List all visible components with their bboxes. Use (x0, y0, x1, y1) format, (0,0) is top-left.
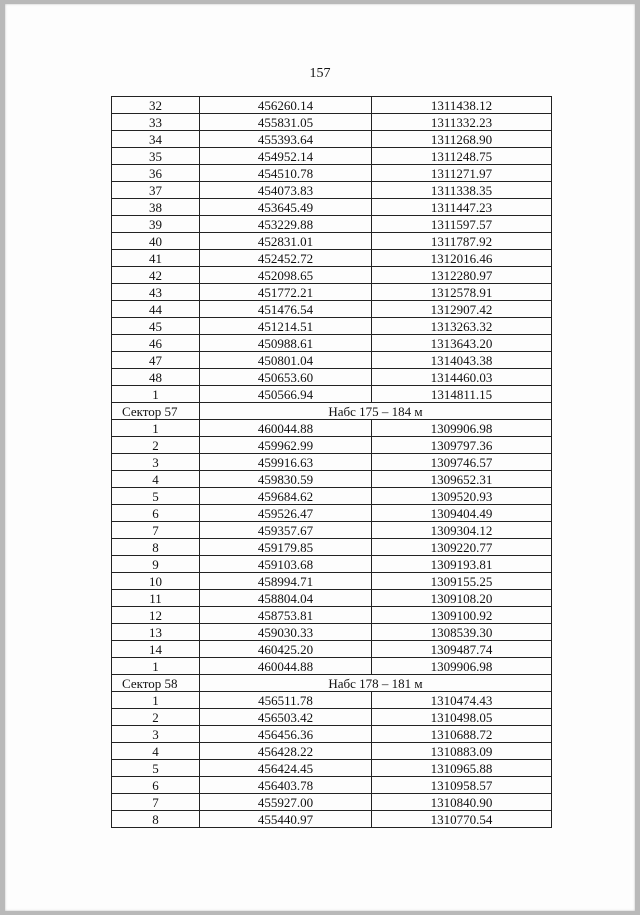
point-number-cell: 1 (112, 386, 200, 403)
y-coordinate-cell: 1310770.54 (372, 811, 552, 828)
x-coordinate-cell: 455831.05 (200, 114, 372, 131)
point-number-cell: 14 (112, 641, 200, 658)
y-coordinate-cell: 1313643.20 (372, 335, 552, 352)
x-coordinate-cell: 459103.68 (200, 556, 372, 573)
x-coordinate-cell: 458994.71 (200, 573, 372, 590)
y-coordinate-cell: 1311332.23 (372, 114, 552, 131)
table-row (112, 590, 552, 607)
table-row (112, 148, 552, 165)
table-row (112, 607, 552, 624)
y-coordinate-cell: 1312907.42 (372, 301, 552, 318)
y-coordinate-cell: 1310840.90 (372, 794, 552, 811)
x-coordinate-cell: 459357.67 (200, 522, 372, 539)
point-number-cell: 3 (112, 454, 200, 471)
table-row (112, 488, 552, 505)
point-number-cell: 48 (112, 369, 200, 386)
y-coordinate-cell: 1309193.81 (372, 556, 552, 573)
table-row (112, 352, 552, 369)
point-number-cell: 5 (112, 760, 200, 777)
x-coordinate-cell: 451214.51 (200, 318, 372, 335)
table-row (112, 335, 552, 352)
point-number-cell: 36 (112, 165, 200, 182)
point-number-cell: 4 (112, 743, 200, 760)
y-coordinate-cell: 1312280.97 (372, 267, 552, 284)
y-coordinate-cell: 1311438.12 (372, 97, 552, 114)
table-row (112, 386, 552, 403)
x-coordinate-cell: 459526.47 (200, 505, 372, 522)
coordinates-table (111, 96, 552, 828)
coordinates-table-body (112, 97, 552, 828)
table-row (112, 573, 552, 590)
x-coordinate-cell: 453645.49 (200, 199, 372, 216)
depth-range-label: Набс 178 – 181 м (200, 675, 552, 692)
y-coordinate-cell: 1312016.46 (372, 250, 552, 267)
table-row (112, 760, 552, 777)
table-row (112, 301, 552, 318)
x-coordinate-cell: 458804.04 (200, 590, 372, 607)
table-row (112, 267, 552, 284)
point-number-cell: 1 (112, 420, 200, 437)
table-row (112, 199, 552, 216)
x-coordinate-cell: 458753.81 (200, 607, 372, 624)
x-coordinate-cell: 456424.45 (200, 760, 372, 777)
y-coordinate-cell: 1314043.38 (372, 352, 552, 369)
x-coordinate-cell: 450653.60 (200, 369, 372, 386)
point-number-cell: 37 (112, 182, 200, 199)
y-coordinate-cell: 1313263.32 (372, 318, 552, 335)
point-number-cell: 6 (112, 777, 200, 794)
y-coordinate-cell: 1309404.49 (372, 505, 552, 522)
y-coordinate-cell: 1309797.36 (372, 437, 552, 454)
y-coordinate-cell: 1311787.92 (372, 233, 552, 250)
x-coordinate-cell: 450988.61 (200, 335, 372, 352)
point-number-cell: 44 (112, 301, 200, 318)
point-number-cell: 13 (112, 624, 200, 641)
y-coordinate-cell: 1309652.31 (372, 471, 552, 488)
point-number-cell: 1 (112, 658, 200, 675)
x-coordinate-cell: 460044.88 (200, 658, 372, 675)
table-row (112, 437, 552, 454)
x-coordinate-cell: 456260.14 (200, 97, 372, 114)
point-number-cell: 2 (112, 437, 200, 454)
depth-range-label: Набс 175 – 184 м (200, 403, 552, 420)
table-row (112, 692, 552, 709)
y-coordinate-cell: 1309520.93 (372, 488, 552, 505)
table-row (112, 726, 552, 743)
x-coordinate-cell: 452452.72 (200, 250, 372, 267)
x-coordinate-cell: 452098.65 (200, 267, 372, 284)
table-row (112, 641, 552, 658)
point-number-cell: 9 (112, 556, 200, 573)
point-number-cell: 6 (112, 505, 200, 522)
x-coordinate-cell: 456456.36 (200, 726, 372, 743)
table-row (112, 794, 552, 811)
page-number: 157 (309, 66, 331, 81)
x-coordinate-cell: 459830.59 (200, 471, 372, 488)
point-number-cell: 40 (112, 233, 200, 250)
point-number-cell: 7 (112, 522, 200, 539)
y-coordinate-cell: 1310498.05 (372, 709, 552, 726)
y-coordinate-cell: 1311268.90 (372, 131, 552, 148)
y-coordinate-cell: 1310958.57 (372, 777, 552, 794)
y-coordinate-cell: 1311338.35 (372, 182, 552, 199)
point-number-cell: 41 (112, 250, 200, 267)
x-coordinate-cell: 455440.97 (200, 811, 372, 828)
sector-header-row (112, 403, 552, 420)
table-row (112, 216, 552, 233)
x-coordinate-cell: 455927.00 (200, 794, 372, 811)
table-row (112, 182, 552, 199)
x-coordinate-cell: 459916.63 (200, 454, 372, 471)
y-coordinate-cell: 1311597.57 (372, 216, 552, 233)
y-coordinate-cell: 1309304.12 (372, 522, 552, 539)
point-number-cell: 38 (112, 199, 200, 216)
point-number-cell: 2 (112, 709, 200, 726)
table-row (112, 250, 552, 267)
point-number-cell: 4 (112, 471, 200, 488)
table-row (112, 369, 552, 386)
point-number-cell: 8 (112, 539, 200, 556)
table-row (112, 284, 552, 301)
x-coordinate-cell: 450801.04 (200, 352, 372, 369)
table-row (112, 539, 552, 556)
table-row (112, 471, 552, 488)
x-coordinate-cell: 459684.62 (200, 488, 372, 505)
document-page (5, 4, 635, 911)
y-coordinate-cell: 1309487.74 (372, 641, 552, 658)
x-coordinate-cell: 459962.99 (200, 437, 372, 454)
point-number-cell: 32 (112, 97, 200, 114)
table-row (112, 624, 552, 641)
y-coordinate-cell: 1314460.03 (372, 369, 552, 386)
y-coordinate-cell: 1310688.72 (372, 726, 552, 743)
x-coordinate-cell: 453229.88 (200, 216, 372, 233)
point-number-cell: 7 (112, 794, 200, 811)
point-number-cell: 11 (112, 590, 200, 607)
x-coordinate-cell: 452831.01 (200, 233, 372, 250)
point-number-cell: 34 (112, 131, 200, 148)
point-number-cell: 10 (112, 573, 200, 590)
x-coordinate-cell: 460425.20 (200, 641, 372, 658)
table-row (112, 97, 552, 114)
y-coordinate-cell: 1310883.09 (372, 743, 552, 760)
y-coordinate-cell: 1308539.30 (372, 624, 552, 641)
x-coordinate-cell: 450566.94 (200, 386, 372, 403)
point-number-cell: 3 (112, 726, 200, 743)
sector-label: Сектор 58 (112, 675, 200, 692)
y-coordinate-cell: 1314811.15 (372, 386, 552, 403)
point-number-cell: 8 (112, 811, 200, 828)
point-number-cell: 42 (112, 267, 200, 284)
y-coordinate-cell: 1309746.57 (372, 454, 552, 471)
point-number-cell: 46 (112, 335, 200, 352)
y-coordinate-cell: 1311447.23 (372, 199, 552, 216)
x-coordinate-cell: 454952.14 (200, 148, 372, 165)
y-coordinate-cell: 1310965.88 (372, 760, 552, 777)
y-coordinate-cell: 1309220.77 (372, 539, 552, 556)
x-coordinate-cell: 456503.42 (200, 709, 372, 726)
x-coordinate-cell: 455393.64 (200, 131, 372, 148)
point-number-cell: 12 (112, 607, 200, 624)
y-coordinate-cell: 1312578.91 (372, 284, 552, 301)
y-coordinate-cell: 1309906.98 (372, 658, 552, 675)
x-coordinate-cell: 459030.33 (200, 624, 372, 641)
point-number-cell: 47 (112, 352, 200, 369)
table-row (112, 709, 552, 726)
point-number-cell: 45 (112, 318, 200, 335)
table-row (112, 233, 552, 250)
table-row (112, 658, 552, 675)
table-row (112, 114, 552, 131)
point-number-cell: 5 (112, 488, 200, 505)
point-number-cell: 43 (112, 284, 200, 301)
table-row (112, 777, 552, 794)
x-coordinate-cell: 460044.88 (200, 420, 372, 437)
point-number-cell: 35 (112, 148, 200, 165)
point-number-cell: 1 (112, 692, 200, 709)
x-coordinate-cell: 454073.83 (200, 182, 372, 199)
point-number-cell: 33 (112, 114, 200, 131)
table-row (112, 556, 552, 573)
table-row (112, 505, 552, 522)
y-coordinate-cell: 1310474.43 (372, 692, 552, 709)
y-coordinate-cell: 1309108.20 (372, 590, 552, 607)
x-coordinate-cell: 454510.78 (200, 165, 372, 182)
table-row (112, 318, 552, 335)
table-row (112, 454, 552, 471)
x-coordinate-cell: 459179.85 (200, 539, 372, 556)
y-coordinate-cell: 1309906.98 (372, 420, 552, 437)
sector-header-row (112, 675, 552, 692)
point-number-cell: 39 (112, 216, 200, 233)
table-row (112, 522, 552, 539)
y-coordinate-cell: 1311248.75 (372, 148, 552, 165)
x-coordinate-cell: 451476.54 (200, 301, 372, 318)
x-coordinate-cell: 456403.78 (200, 777, 372, 794)
y-coordinate-cell: 1309155.25 (372, 573, 552, 590)
table-row (112, 420, 552, 437)
y-coordinate-cell: 1311271.97 (372, 165, 552, 182)
x-coordinate-cell: 451772.21 (200, 284, 372, 301)
table-row (112, 165, 552, 182)
x-coordinate-cell: 456511.78 (200, 692, 372, 709)
sector-label: Сектор 57 (112, 403, 200, 420)
table-row (112, 131, 552, 148)
table-row (112, 743, 552, 760)
x-coordinate-cell: 456428.22 (200, 743, 372, 760)
table-row (112, 811, 552, 828)
y-coordinate-cell: 1309100.92 (372, 607, 552, 624)
